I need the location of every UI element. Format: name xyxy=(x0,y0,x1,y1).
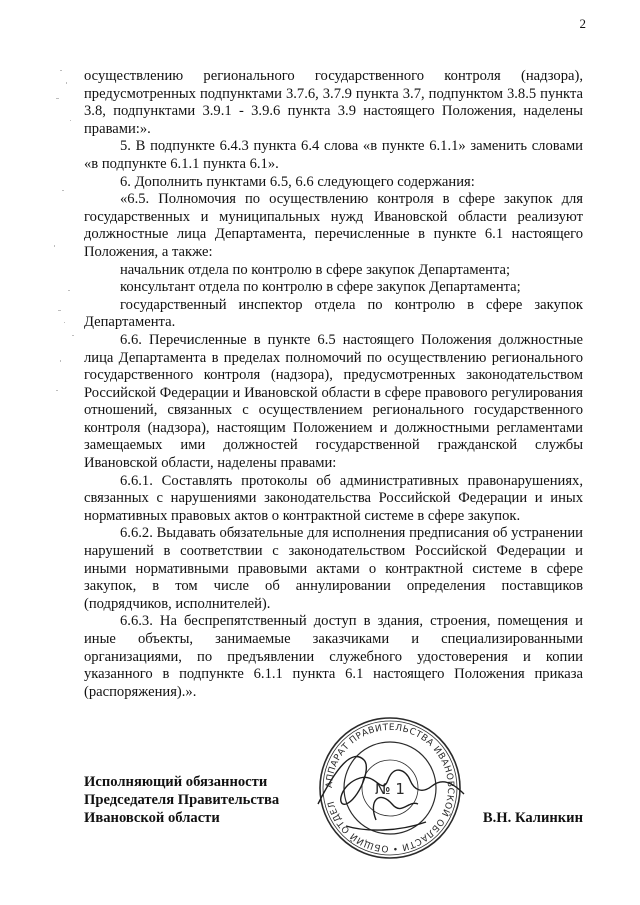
paragraph: «6.5. Полномочия по осуществлению контроля в сфере закупок для государственных и муниципальных нужд Ивановской области реализуют должностные лица Департамента, перечисленные в пункте 6.1 настоящего Положения, а также: xyxy=(84,191,583,260)
paragraph: 5. В подпункте 6.4.3 пункта 6.4 слова «в пункте 6.1.1» заменить словами «в подпункте 6.1.1 пункта 6.1». xyxy=(84,138,583,172)
seal-ring-text: АППАРАТ ПРАВИТЕЛЬСТВА ИВАНОВСКОЙ ОБЛАСТИ • ОБЩИЙ ОТДЕЛ xyxy=(324,722,456,854)
page-number: 2 xyxy=(579,16,586,31)
seal-center-text: № 1 xyxy=(375,780,405,798)
paragraph: 6.6.2. Выдавать обязательные для исполнения предписания об устранении нарушений в соответствии с законодательством Российской Федерации и иными нормативными правовыми актами о контрактной системе в сфере закупок, в том числе об аннулировании определения поставщиков (подрядчиков, исполнителей). xyxy=(84,525,583,612)
signatory-name: В.Н. Калинкин xyxy=(482,810,583,826)
list-item: консультант отдела по контролю в сфере закупок Департамента; xyxy=(120,279,521,296)
list-item: начальник отдела по контролю в сфере закупок Департамента; xyxy=(120,261,511,278)
signatory-title-line: Исполняющий обязанности xyxy=(84,774,268,790)
signature-block xyxy=(84,773,583,833)
signatory-title xyxy=(84,773,279,827)
list-item: государственный инспектор отдела по контролю в сфере закупок Департамента. xyxy=(84,296,583,331)
paragraph: 6.6.1. Составлять протоколы об административных правонарушениях, связанных с нарушениями законодательства Российской Федерации и иных нормативных правовых актов о контрактной системе в сфере закупок. xyxy=(84,472,583,524)
paragraph: 6.6. Перечисленные в пункте 6.5 настоящего Положения должностные лица Департамента в пределах полномочий по осуществлению регионального государственного контроля (надзора), предусмотренных законодательством Российской Федерации и Ивановской области в сфере правового регулирования отношений, связанных с осуществлением регионального государственного контроля (надзора), настоящим Положением и должностными регламентами замещаемых ими должностей государственной гражданской службы Ивановской области, наделены правами: xyxy=(84,331,583,472)
signatory-title-line: Председателя Правительства xyxy=(84,792,280,808)
paragraph: осуществлению регионального государственного контроля (надзора), предусмотренных подпунктами 3.7.6, 3.7.9 пункта 3.7, подпунктом 3.8.5 пункта 3.8, подпунктами 3.9.1 - 3.9.6 пункта 3.9 настоящего Положения, наделены правами:». xyxy=(84,68,583,137)
signatory-title-line: Ивановской области xyxy=(84,810,220,826)
document-body xyxy=(84,68,583,701)
paragraph: 6.6.3. На беспрепятственный доступ в здания, строения, помещения и иные объекты, занимаемые заказчиками и специализированными организациями, по предъявлении служебного удостоверения и копии указанного в подпункте 6.1.1 пункта 6.1 настоящего Положения приказа (распоряжения).». xyxy=(84,613,583,700)
scan-margin-noise xyxy=(50,60,78,460)
paragraph: 6. Дополнить пунктами 6.5, 6.6 следующего содержания: xyxy=(120,173,475,190)
